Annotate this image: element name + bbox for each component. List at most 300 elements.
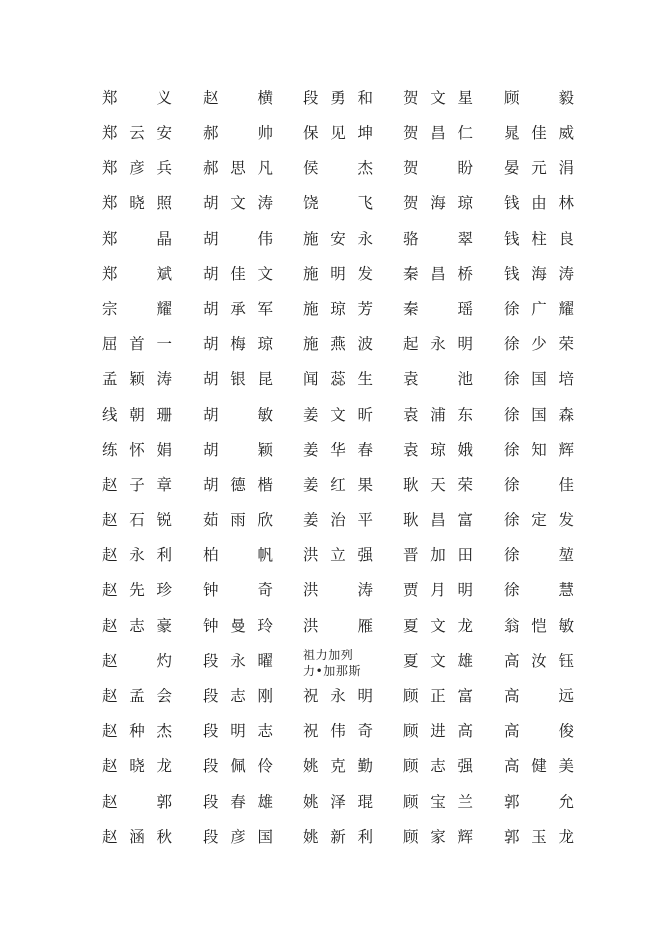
name-char: 文 — [257, 264, 273, 283]
name-char: 涓 — [558, 159, 574, 178]
name-char: 段 — [203, 792, 219, 811]
name-cell — [102, 151, 172, 186]
name-char: 郑 — [102, 159, 118, 178]
name-char: 章 — [156, 475, 172, 494]
name-cell — [403, 679, 473, 714]
name-char: 志 — [129, 616, 145, 635]
name-row — [0, 81, 670, 116]
name-cell — [303, 292, 373, 327]
name-char: 高 — [504, 687, 520, 706]
name-char: 德 — [230, 475, 246, 494]
name-cell — [303, 785, 373, 820]
name-char: 雨 — [230, 511, 246, 530]
name-char: 怀 — [129, 440, 145, 459]
name-char: 天 — [430, 475, 446, 494]
name-cell — [504, 644, 574, 679]
name-char: 春 — [357, 440, 373, 459]
name-char: 赵 — [102, 722, 118, 741]
name-char: 文 — [230, 194, 246, 213]
name-char: 胡 — [203, 370, 219, 389]
name-char: 顾 — [403, 687, 419, 706]
name-char: 郑 — [102, 229, 118, 248]
name-char: 利 — [357, 827, 373, 846]
name-cell — [403, 327, 473, 362]
name-cell — [102, 187, 172, 222]
name-cell — [403, 714, 473, 749]
name-char: 浦 — [430, 405, 446, 424]
name-char: 敏 — [558, 616, 574, 635]
name-row — [0, 327, 670, 362]
name-char: 钱 — [504, 194, 520, 213]
name-char: 文 — [330, 405, 346, 424]
name-char: 瑶 — [457, 299, 473, 318]
name-cell — [303, 538, 373, 573]
name-char: 强 — [457, 757, 473, 776]
name-char: 郭 — [156, 792, 172, 811]
name-row — [0, 574, 670, 609]
name-char: 郭 — [504, 792, 520, 811]
name-char: 贺 — [403, 88, 419, 107]
name-char: 高 — [457, 722, 473, 741]
name-char: 见 — [330, 124, 346, 143]
name-char: 郑 — [102, 124, 118, 143]
name-char: 徐 — [504, 546, 520, 565]
name-char: 祝 — [303, 722, 319, 741]
name-char: 胡 — [203, 475, 219, 494]
name-cell — [403, 503, 473, 538]
name-row — [0, 679, 670, 714]
name-cell — [403, 644, 473, 679]
name-cell — [203, 644, 273, 679]
name-char: 佳 — [558, 475, 574, 494]
name-char: 秋 — [156, 827, 172, 846]
name-char: 美 — [558, 757, 574, 776]
name-char: 洪 — [303, 616, 319, 635]
name-char: 田 — [457, 546, 473, 565]
name-char: 明 — [457, 335, 473, 354]
name-cell — [403, 820, 473, 855]
name-char: 昌 — [430, 264, 446, 283]
name-cell — [303, 187, 373, 222]
name-cell — [203, 363, 273, 398]
name-cell — [102, 503, 172, 538]
name-char: 思 — [230, 159, 246, 178]
name-char: 伶 — [257, 757, 273, 776]
name-cell — [504, 151, 574, 186]
name-char: 威 — [558, 124, 574, 143]
name-char: 起 — [403, 335, 419, 354]
name-char: 玲 — [257, 616, 273, 635]
name-cell — [203, 151, 273, 186]
name-char: 赵 — [102, 827, 118, 846]
name-char: 明 — [330, 264, 346, 283]
name-cell — [504, 609, 574, 644]
name-char: 慧 — [558, 581, 574, 600]
name-char: 施 — [303, 264, 319, 283]
name-list — [0, 81, 670, 855]
name-cell — [403, 116, 473, 151]
name-char: 欣 — [257, 511, 273, 530]
name-char: 汝 — [531, 651, 547, 670]
name-cell — [203, 714, 273, 749]
name-cell — [102, 433, 172, 468]
name-char: 军 — [257, 299, 273, 318]
name-char: 发 — [558, 511, 574, 530]
name-char: 种 — [129, 722, 145, 741]
name-char: 涛 — [357, 581, 373, 600]
name-char: 孟 — [102, 370, 118, 389]
name-char: 立 — [330, 546, 346, 565]
name-char: 元 — [531, 159, 547, 178]
name-char: 钱 — [504, 264, 520, 283]
name-char: 克 — [330, 757, 346, 776]
name-char: 颖 — [129, 370, 145, 389]
name-char: 徐 — [504, 581, 520, 600]
name-char: 姜 — [303, 511, 319, 530]
name-char: 赵 — [102, 475, 118, 494]
name-char: 赵 — [102, 687, 118, 706]
name-char: 龙 — [156, 757, 172, 776]
name-row — [0, 187, 670, 222]
name-char: 红 — [330, 475, 346, 494]
name-char: 刚 — [257, 687, 273, 706]
name-cell — [303, 433, 373, 468]
name-char: 晋 — [403, 546, 419, 565]
name-char: 飞 — [357, 194, 373, 213]
name-char: 发 — [357, 264, 373, 283]
name-cell — [102, 609, 172, 644]
name-char: 贺 — [403, 159, 419, 178]
name-cell — [102, 468, 172, 503]
name-char: 永 — [230, 651, 246, 670]
name-char: 春 — [230, 792, 246, 811]
name-char: 明 — [457, 581, 473, 600]
name-cell — [102, 785, 172, 820]
name-cell — [504, 468, 574, 503]
name-cell — [203, 257, 273, 292]
name-row — [0, 538, 670, 573]
name-char: 骆 — [403, 229, 419, 248]
name-cell — [403, 468, 473, 503]
name-char: 胡 — [203, 335, 219, 354]
name-char: 胡 — [203, 405, 219, 424]
name-char: 国 — [531, 405, 547, 424]
name-char: 知 — [531, 440, 547, 459]
name-cell — [102, 292, 172, 327]
name-char: 雄 — [457, 651, 473, 670]
name-char: 耿 — [403, 475, 419, 494]
name-cell — [102, 81, 172, 116]
name-char: 良 — [558, 229, 574, 248]
name-char: 珊 — [156, 405, 172, 424]
name-cell — [303, 81, 373, 116]
name-char: 雁 — [357, 616, 373, 635]
name-char: 姜 — [303, 405, 319, 424]
name-cell — [403, 538, 473, 573]
name-char: 佳 — [230, 264, 246, 283]
name-char: 平 — [357, 511, 373, 530]
name-cell — [203, 538, 273, 573]
name-cell — [403, 81, 473, 116]
name-char: 定 — [531, 511, 547, 530]
name-cell — [403, 785, 473, 820]
name-char: 琼 — [430, 440, 446, 459]
name-cell — [303, 257, 373, 292]
name-char: 龙 — [558, 827, 574, 846]
name-char: 顾 — [403, 792, 419, 811]
name-char: 琼 — [330, 299, 346, 318]
name-line: 祖力加列 — [303, 648, 354, 662]
name-char: 果 — [357, 475, 373, 494]
name-cell — [203, 574, 273, 609]
name-char: 贺 — [403, 194, 419, 213]
name-cell — [403, 398, 473, 433]
name-row — [0, 609, 670, 644]
name-char: 朝 — [129, 405, 145, 424]
name-char: 顾 — [403, 722, 419, 741]
name-char: 文 — [430, 616, 446, 635]
name-char: 宗 — [102, 299, 118, 318]
name-char: 屈 — [102, 335, 118, 354]
name-line: 力•加那斯 — [303, 664, 362, 679]
name-cell — [303, 609, 373, 644]
name-cell — [504, 679, 574, 714]
name-row — [0, 433, 670, 468]
name-cell — [102, 714, 172, 749]
name-char: 凡 — [257, 159, 273, 178]
name-cell — [102, 574, 172, 609]
name-char: 姜 — [303, 475, 319, 494]
name-char: 兵 — [156, 159, 172, 178]
name-char: 晓 — [129, 757, 145, 776]
name-char: 徐 — [504, 475, 520, 494]
name-char: 胡 — [203, 229, 219, 248]
name-char: 侯 — [303, 159, 319, 178]
name-char: 顾 — [504, 88, 520, 107]
name-char: 佳 — [531, 124, 547, 143]
name-char: 段 — [203, 651, 219, 670]
name-char: 新 — [330, 827, 346, 846]
name-char: 兰 — [457, 792, 473, 811]
name-cell — [102, 644, 172, 679]
name-cell — [203, 679, 273, 714]
name-cell — [504, 116, 574, 151]
name-char: 宝 — [430, 792, 446, 811]
name-char: 颖 — [257, 440, 273, 459]
name-char: 施 — [303, 229, 319, 248]
name-char: 永 — [129, 546, 145, 565]
name-char: 涛 — [257, 194, 273, 213]
name-char: 志 — [257, 722, 273, 741]
name-cell — [203, 222, 273, 257]
name-cell — [203, 398, 273, 433]
name-char: 袁 — [403, 440, 419, 459]
name-char: 段 — [203, 722, 219, 741]
name-char: 徐 — [504, 299, 520, 318]
name-char: 钰 — [558, 651, 574, 670]
name-char: 华 — [330, 440, 346, 459]
name-char: 线 — [102, 405, 118, 424]
name-char: 闻 — [303, 370, 319, 389]
name-char: 横 — [257, 88, 273, 107]
name-char: 胡 — [203, 299, 219, 318]
name-char: 保 — [303, 124, 319, 143]
name-row — [0, 468, 670, 503]
name-char: 姚 — [303, 757, 319, 776]
name-cell — [203, 820, 273, 855]
name-char: 晓 — [129, 194, 145, 213]
name-cell — [504, 327, 574, 362]
name-row — [0, 257, 670, 292]
name-cell — [504, 538, 574, 573]
name-cell — [203, 116, 273, 151]
name-cell — [203, 81, 273, 116]
name-char: 辉 — [457, 827, 473, 846]
name-cell — [403, 257, 473, 292]
name-char: 琨 — [357, 792, 373, 811]
name-cell — [203, 433, 273, 468]
name-cell — [403, 222, 473, 257]
name-char: 赵 — [102, 581, 118, 600]
name-cell — [504, 222, 574, 257]
name-row — [0, 398, 670, 433]
name-char: 姚 — [303, 827, 319, 846]
name-char: 勤 — [357, 757, 373, 776]
name-char: 豪 — [156, 616, 172, 635]
name-char: 义 — [156, 88, 172, 107]
name-char: 芳 — [357, 299, 373, 318]
name-cell — [303, 750, 373, 785]
name-char: 进 — [430, 722, 446, 741]
name-cell — [102, 679, 172, 714]
name-char: 琼 — [257, 335, 273, 354]
name-cell — [403, 151, 473, 186]
name-char: 家 — [430, 827, 446, 846]
name-char: 雄 — [257, 792, 273, 811]
name-char: 洪 — [303, 546, 319, 565]
name-char: 照 — [156, 194, 172, 213]
name-char: 志 — [230, 687, 246, 706]
name-cell — [504, 292, 574, 327]
name-char: 月 — [430, 581, 446, 600]
name-cell — [303, 714, 373, 749]
name-char: 徐 — [504, 440, 520, 459]
name-char: 琼 — [457, 194, 473, 213]
name-char: 泽 — [330, 792, 346, 811]
name-cell — [504, 363, 574, 398]
name-char: 胡 — [203, 194, 219, 213]
name-cell — [504, 820, 574, 855]
name-char: 辉 — [558, 440, 574, 459]
name-char: 施 — [303, 335, 319, 354]
name-char: 娟 — [156, 440, 172, 459]
name-cell — [303, 644, 373, 679]
name-char: 贺 — [403, 124, 419, 143]
name-cell — [203, 609, 273, 644]
name-char: 广 — [531, 299, 547, 318]
name-char: 东 — [457, 405, 473, 424]
name-char: 高 — [504, 651, 520, 670]
name-cell — [303, 398, 373, 433]
name-char: 楷 — [257, 475, 273, 494]
name-char: 永 — [430, 335, 446, 354]
name-cell — [504, 257, 574, 292]
name-cell — [303, 116, 373, 151]
name-char: 国 — [531, 370, 547, 389]
name-char: 斌 — [156, 264, 172, 283]
name-char: 昕 — [357, 405, 373, 424]
name-char: 荣 — [457, 475, 473, 494]
name-char: 晁 — [504, 124, 520, 143]
name-cell — [504, 398, 574, 433]
name-char: 秦 — [403, 299, 419, 318]
name-char: 池 — [457, 370, 473, 389]
name-cell — [504, 81, 574, 116]
name-char: 郑 — [102, 88, 118, 107]
name-cell — [303, 574, 373, 609]
name-char: 郝 — [203, 159, 219, 178]
name-cell — [504, 187, 574, 222]
name-char: 治 — [330, 511, 346, 530]
name-char: 郑 — [102, 194, 118, 213]
name-char: 明 — [357, 687, 373, 706]
name-char: 梅 — [230, 335, 246, 354]
name-cell — [102, 222, 172, 257]
name-char: 伟 — [257, 229, 273, 248]
name-char: 夏 — [403, 616, 419, 635]
name-cell — [303, 679, 373, 714]
name-char: 灼 — [156, 651, 172, 670]
name-char: 洪 — [303, 581, 319, 600]
name-char: 海 — [531, 264, 547, 283]
name-char: 仁 — [457, 124, 473, 143]
name-char: 晏 — [504, 159, 520, 178]
name-char: 桥 — [457, 264, 473, 283]
name-cell — [203, 503, 273, 538]
name-cell — [303, 222, 373, 257]
name-char: 首 — [129, 335, 145, 354]
name-cell — [403, 433, 473, 468]
name-char: 徐 — [504, 335, 520, 354]
name-char: 顾 — [403, 827, 419, 846]
name-cell — [504, 750, 574, 785]
name-cell — [504, 785, 574, 820]
name-row — [0, 503, 670, 538]
name-char: 段 — [303, 88, 319, 107]
name-char: 耿 — [403, 511, 419, 530]
name-char: 赵 — [102, 651, 118, 670]
name-char: 钱 — [504, 229, 520, 248]
name-char: 彦 — [129, 159, 145, 178]
name-char: 国 — [257, 827, 273, 846]
name-row — [0, 644, 670, 679]
name-char: 佩 — [230, 757, 246, 776]
name-char: 翠 — [457, 229, 473, 248]
name-char: 祝 — [303, 687, 319, 706]
name-cell — [203, 292, 273, 327]
name-char: 曜 — [257, 651, 273, 670]
name-char: 石 — [129, 511, 145, 530]
name-char: 波 — [357, 335, 373, 354]
name-char: 郭 — [504, 827, 520, 846]
name-char: 顾 — [403, 757, 419, 776]
name-char: 奇 — [257, 581, 273, 600]
name-char: 伟 — [330, 722, 346, 741]
name-char: 允 — [558, 792, 574, 811]
name-char: 徐 — [504, 511, 520, 530]
name-cell — [102, 398, 172, 433]
name-char: 涛 — [558, 264, 574, 283]
